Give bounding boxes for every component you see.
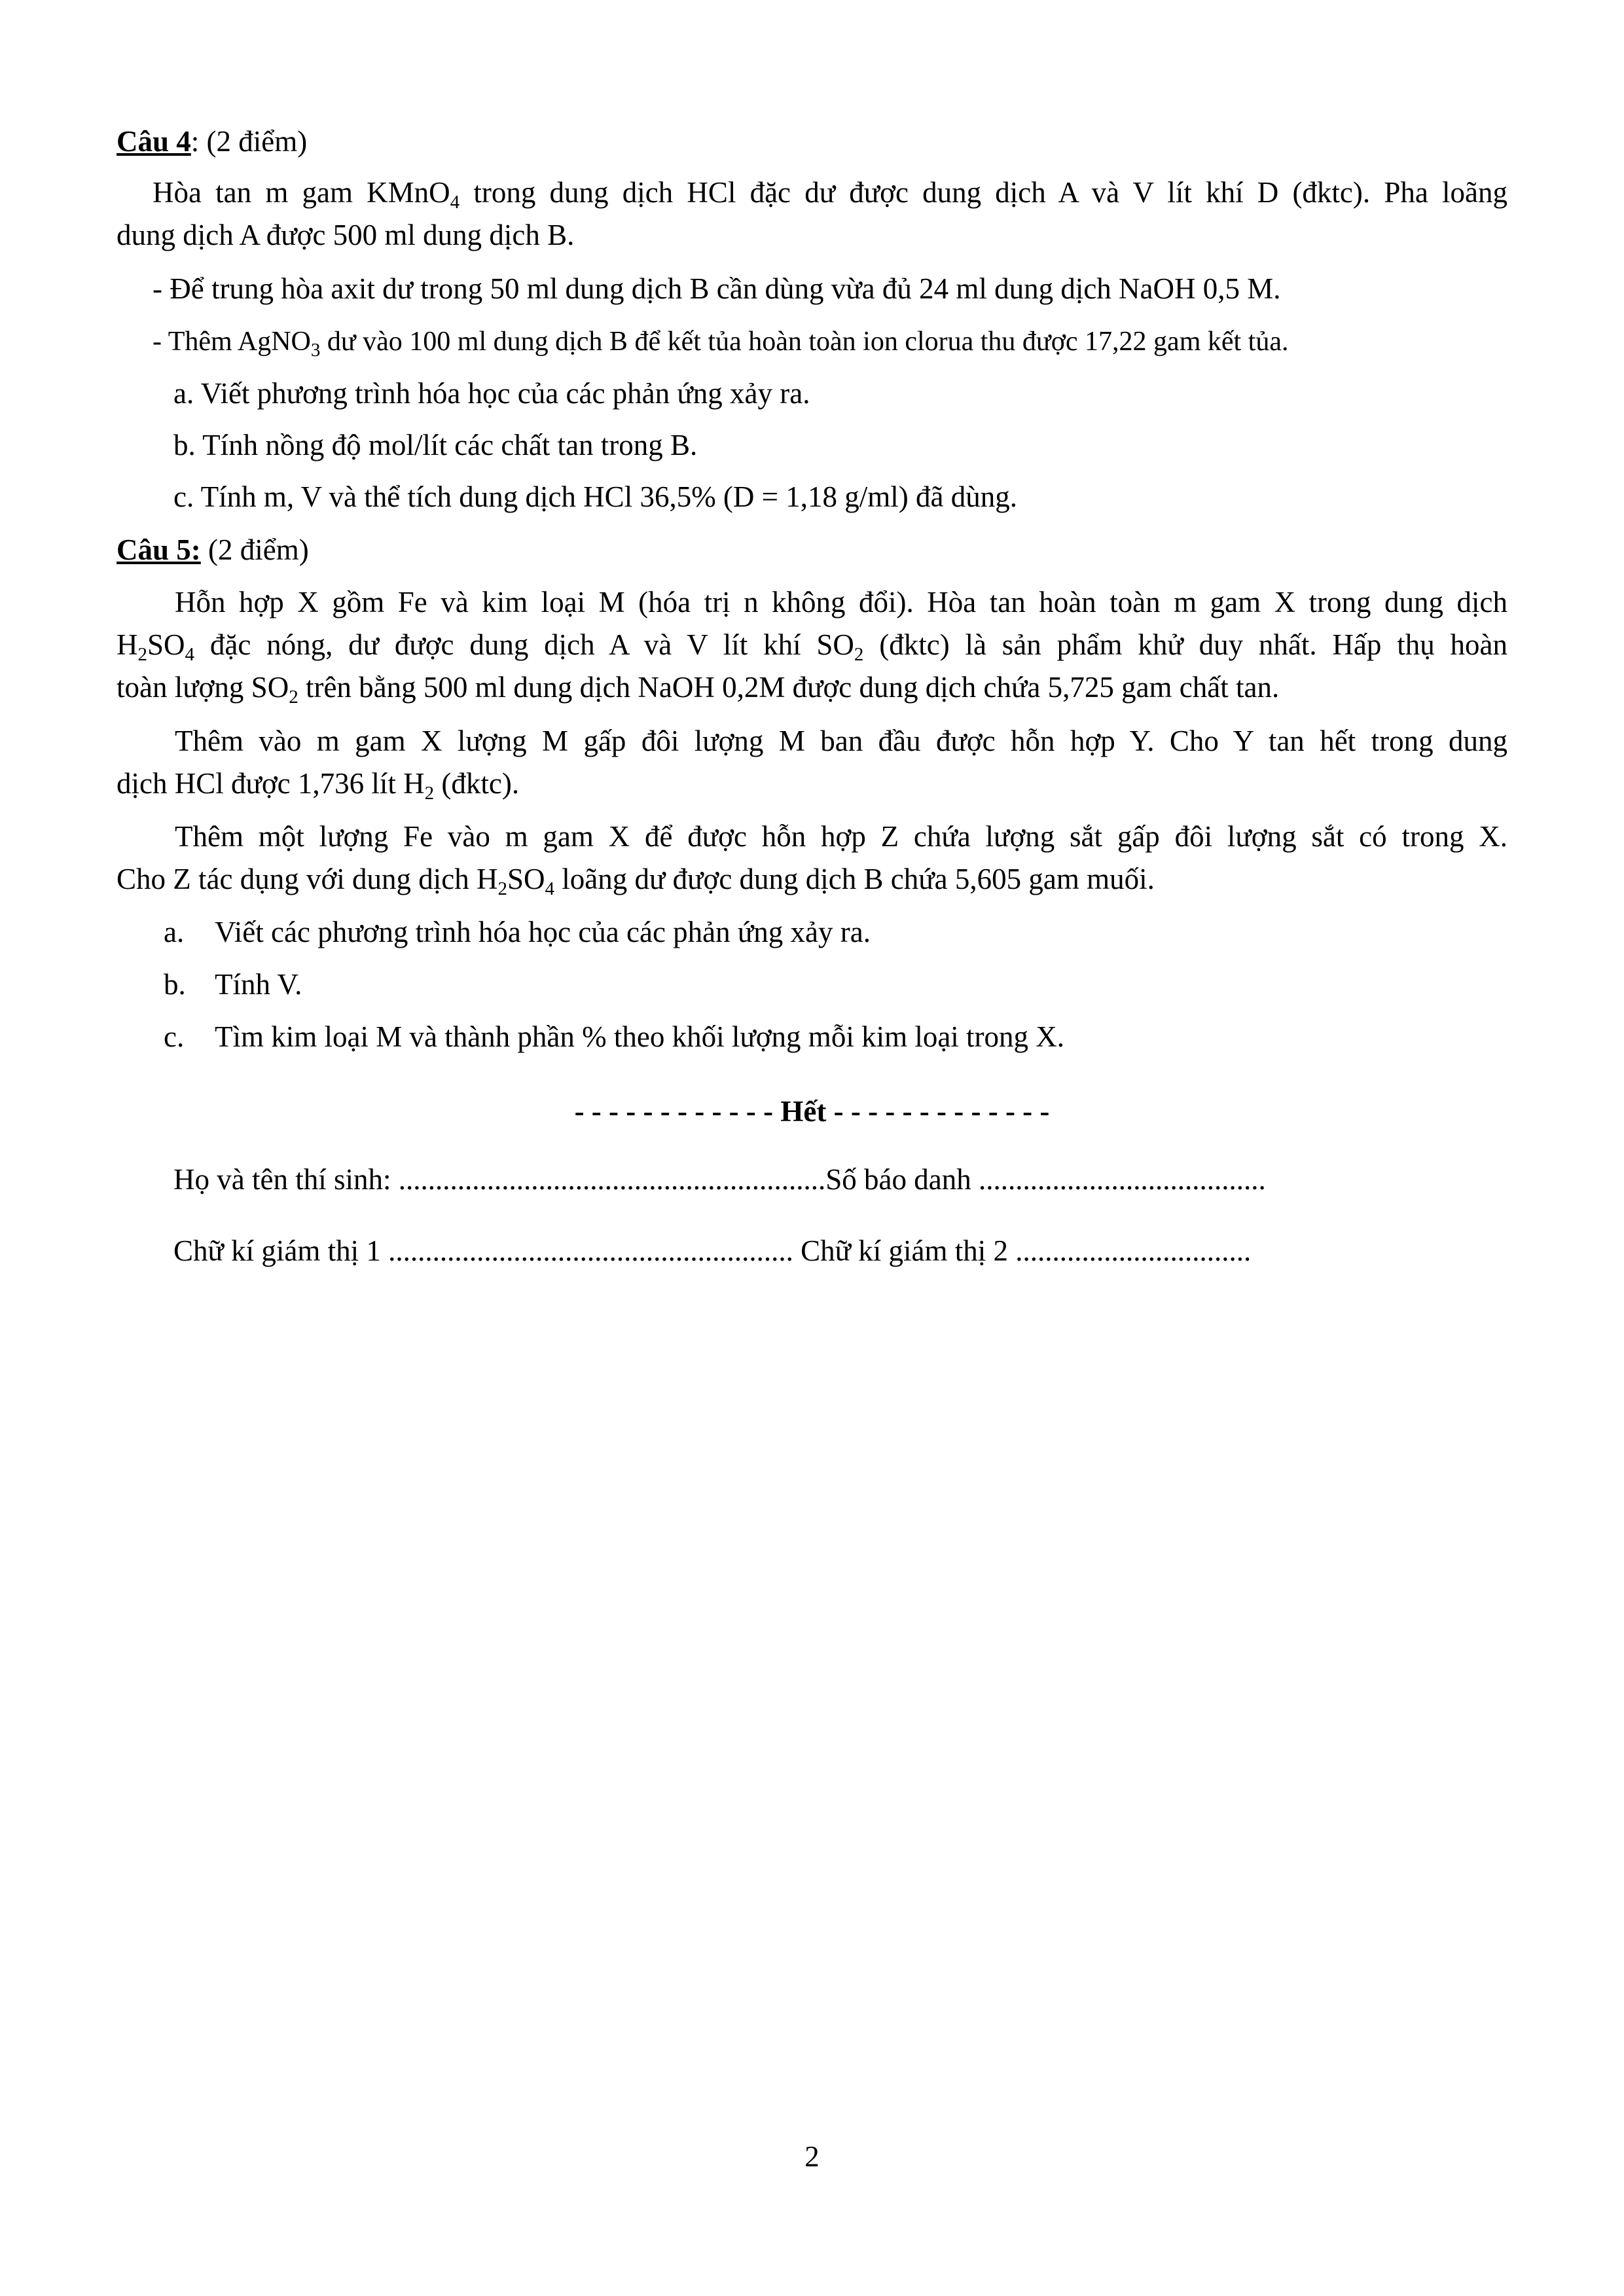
- q5-para2-line2: dịch HCl được 1,736 lít $H_2$ (đktc).: [117, 767, 520, 804]
- end-marker: - - - - - - - - - - - - Hết - - - - - - - - - - - - -: [574, 1095, 1050, 1128]
- q4-label: Câu 4: [117, 125, 191, 158]
- q4-intro-line2: dung dịch A được 500 ml dung dịch B.: [117, 219, 575, 251]
- q5-para1-line1: Hỗn hợp X gồm Fe và kim loại M (hóa trị n không đổi). Hòa tan hoàn toàn m gam X trong dung dịch: [175, 586, 1507, 619]
- q4-bullet-2: - Thêm AgNO$_3$ dư vào 100 ml dung dịch B để kết tủa hoàn toàn ion clorua thu được 17,22 gam kết tủa.: [153, 327, 1289, 361]
- q5-heading: [117, 531, 309, 568]
- proctor-signature-field: Chữ kí giám thị 1 ....................................................... Chữ kí giám thị 2 ................................: [173, 1234, 1252, 1267]
- q5-para3-line1: Thêm một lượng Fe vào m gam X để được hỗn hợp Z chứa lượng sắt gấp đôi lượng sắt có trong X.: [175, 820, 1507, 853]
- q5-label: Câu 5:: [117, 533, 201, 566]
- q5-item-a: a. Viết các phương trình hóa học của các phản ứng xảy ra.: [164, 916, 871, 948]
- q5-para1-line2: $H_2SO_4$ đặc nóng, dư được dung dịch A và V lít khí $SO_2$ (đktc) là sản phẩm khử duy nhất. Hấp thụ hoàn: [117, 628, 1507, 665]
- q5-item-b: b. Tính V.: [164, 968, 302, 1001]
- q5-para1-line3: toàn lượng $SO_2$ trên bằng 500 ml dung dịch NaOH 0,2M được dung dịch chứa 5,725 gam chất tan.: [117, 671, 1280, 708]
- q4-item-b: b. Tính nồng độ mol/lít các chất tan trong B.: [173, 429, 698, 461]
- q5-para3-line2: Cho Z tác dụng với dung dịch $H_2SO_4$ loãng dư được dung dịch B chứa 5,605 gam muối.: [117, 863, 1155, 899]
- q4-points: : (2 điểm): [190, 125, 308, 158]
- q4-item-c: c. Tính m, V và thể tích dung dịch HCl 36,5% (D = 1,18 g/ml) đã dùng.: [173, 480, 1018, 513]
- q4-item-a: a. Viết phương trình hóa học của các phản ứng xảy ra.: [173, 377, 810, 410]
- q5-points: (2 điểm): [200, 533, 309, 566]
- page-number: 2: [804, 2140, 820, 2173]
- q5-para2-line1: Thêm vào m gam X lượng M gấp đôi lượng M ban đầu được hỗn hợp Y. Cho Y tan hết trong dung: [175, 725, 1507, 757]
- q4-intro-line1: Hòa tan m gam KMnO$_4$ trong dung dịch HCl đặc dư được dung dịch A và V lít khí D (đktc). Pha loãng: [153, 176, 1507, 213]
- q5-item-c: c. Tìm kim loại M và thành phần % theo khối lượng mỗi kim loại trong X.: [164, 1020, 1065, 1053]
- q4-bullet-1: - Để trung hòa axit dư trong 50 ml dung dịch B cần dùng vừa đủ 24 ml dung dịch NaOH 0,5 M.: [153, 272, 1281, 305]
- q4-heading: [117, 123, 307, 160]
- candidate-name-field: Họ và tên thí sinh: ..........................................................Số báo danh .......................................: [173, 1163, 1266, 1196]
